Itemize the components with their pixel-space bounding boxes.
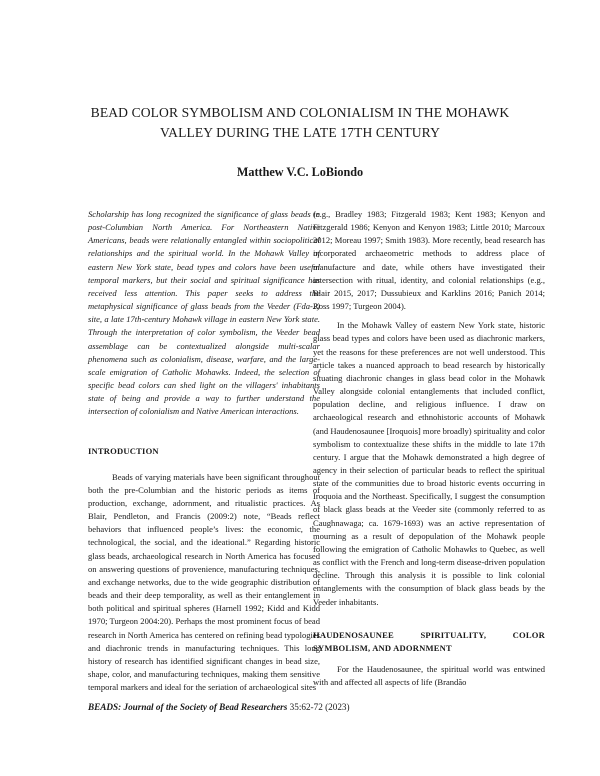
paper-title — [60, 103, 540, 143]
spacer — [313, 655, 545, 663]
journal-citation: 35:62-72 (2023) — [289, 702, 350, 712]
spirituality-paragraph: For the Haudenosaunee, the spiritual world was entwined with and affected all aspects of life (Brandão — [313, 664, 545, 688]
mohawk-valley-paragraph: In the Mohawk Valley of eastern New York state, historic glass bead types and colors have been used as diachronic markers, yet the reasons for these preferences are not well understood. This article takes a nuanced approach to bead research by historically situating diachronic changes in glass bead color in the Mohawk Valley alongside colonial entanglements that included conflict, population decline, and religious influence. I draw on archaeological research and ethnohistoric accounts of Mohawk (and Haudenosaunee [Iroquois] more broadly) spirituality and color symbolism to contextualize these shifts in the middle to late 17th century. I argue that the Mohawk demonstrated a high degree of agency in their selection of particular beads to reflect the spiritual state of the communities due to broad historic events occurring in Iroquoia and the Northeast. Specifically, I suggest the consumption of black glass beads at the Veeder site (commonly referred to as Caughnawaga; ca. 1679-1693) was an active representation of mourning as a result of depopulation of the Mohawk people following the emigration of Catholic Mohawks to Quebec, as well as conflict with the French and long-term disease-driven population decline. Through this analysis it is possible to link colonial entanglements with the consumption of black glass beads by the Veeder inhabitants. — [313, 320, 545, 607]
left-column — [88, 208, 320, 694]
introduction-heading: INTRODUCTION — [88, 445, 159, 456]
spirituality-heading: HAUDENOSAUNEE SPIRITUALITY, COLOR SYMBOLISM, AND ADORNMENT — [313, 629, 545, 653]
right-column — [313, 208, 545, 689]
spacer — [88, 458, 320, 471]
continuation-paragraph: (e.g., Bradley 1983; Fitzgerald 1983; Kent 1983; Kenyon and Fitzgerald 1986; Kenyon and Kenyon 1983; Little 2010; Marcoux 2012; Moreau 1997; Smith 1983). More recently, bead research has incorporated archaeometric methods to address place of manufacture and date, while others have investigated their intersection with ritual, identity, and colonial relationships (e.g., Blair 2015, 2017; Dussubieux and Karklins 2016; Panich 2014; Ross 1997; Turgeon 2004). — [313, 209, 545, 312]
journal-name: BEADS: Journal of the Society of Bead Researchers — [88, 702, 288, 712]
abstract: Scholarship has long recognized the significance of glass beads in post-Columbian North America. For Northeastern Native Americans, beads were relationally entangled within sociopolitical relationships and the spiritual world. In the Mohawk Valley of eastern New York state, bead types and colors have been useful temporal markers, but their social and spiritual significance has received less attention. This paper seeks to address the metaphysical significance of glass beads from the Veeder (Fda-2) site, a late 17th-century Mohawk village in eastern New York state. Through the interpretation of color symbolism, the Veeder bead assemblage can be contextualized alongside multi-scalar phenomena such as colonialism, disease, warfare, and the large-scale emigration of Catholic Mohawks. Indeed, the selection of specific bead colors can shed light on the villagers' inhabitants state of being and provide a way to further understand the intersection of colonialism and Native American interactions. — [88, 209, 320, 417]
spacer — [88, 419, 320, 445]
author-name: Matthew V.C. LoBiondo — [236, 165, 364, 179]
introduction-paragraph: Beads of varying materials have been significant throughout both the pre-Columbian and the historic periods as items of production, exchange, adornment, and ritualistic practices. As Blair, Pendleton, and Francis (2009:2) note, “Beads reflect behaviors that influenced people’s lives: the economic, the technological, the social, and the ideational.” Regarding historic glass beads, archaeological research in North America has focused on answering questions of provenience, manufacturing techniques, and exchange networks, due to the wide geographic distribution of beads and their deep temporality, as well as their entanglement in both political and spiritual spheres (Harnell 1992; Kidd and Kidd 1970; Turgeon 2004:20). Perhaps the most prominent focus of bead research in North America has centered on refining bead typologies and diachronic trends in manufacturing techniques. This long history of research has identified significant changes in bead size, shape, color, and manufacturing techniques, making them sensitive temporal markers and ideal for the seriation of archaeological sites — [88, 471, 320, 693]
journal-footer — [88, 702, 548, 712]
title-line-2: VALLEY DURING THE LATE 17TH CENTURY — [159, 125, 440, 140]
title-line-1: BEAD COLOR SYMBOLISM AND COLONIALISM IN THE MOHAWK — [90, 105, 510, 120]
spacer — [313, 609, 545, 629]
